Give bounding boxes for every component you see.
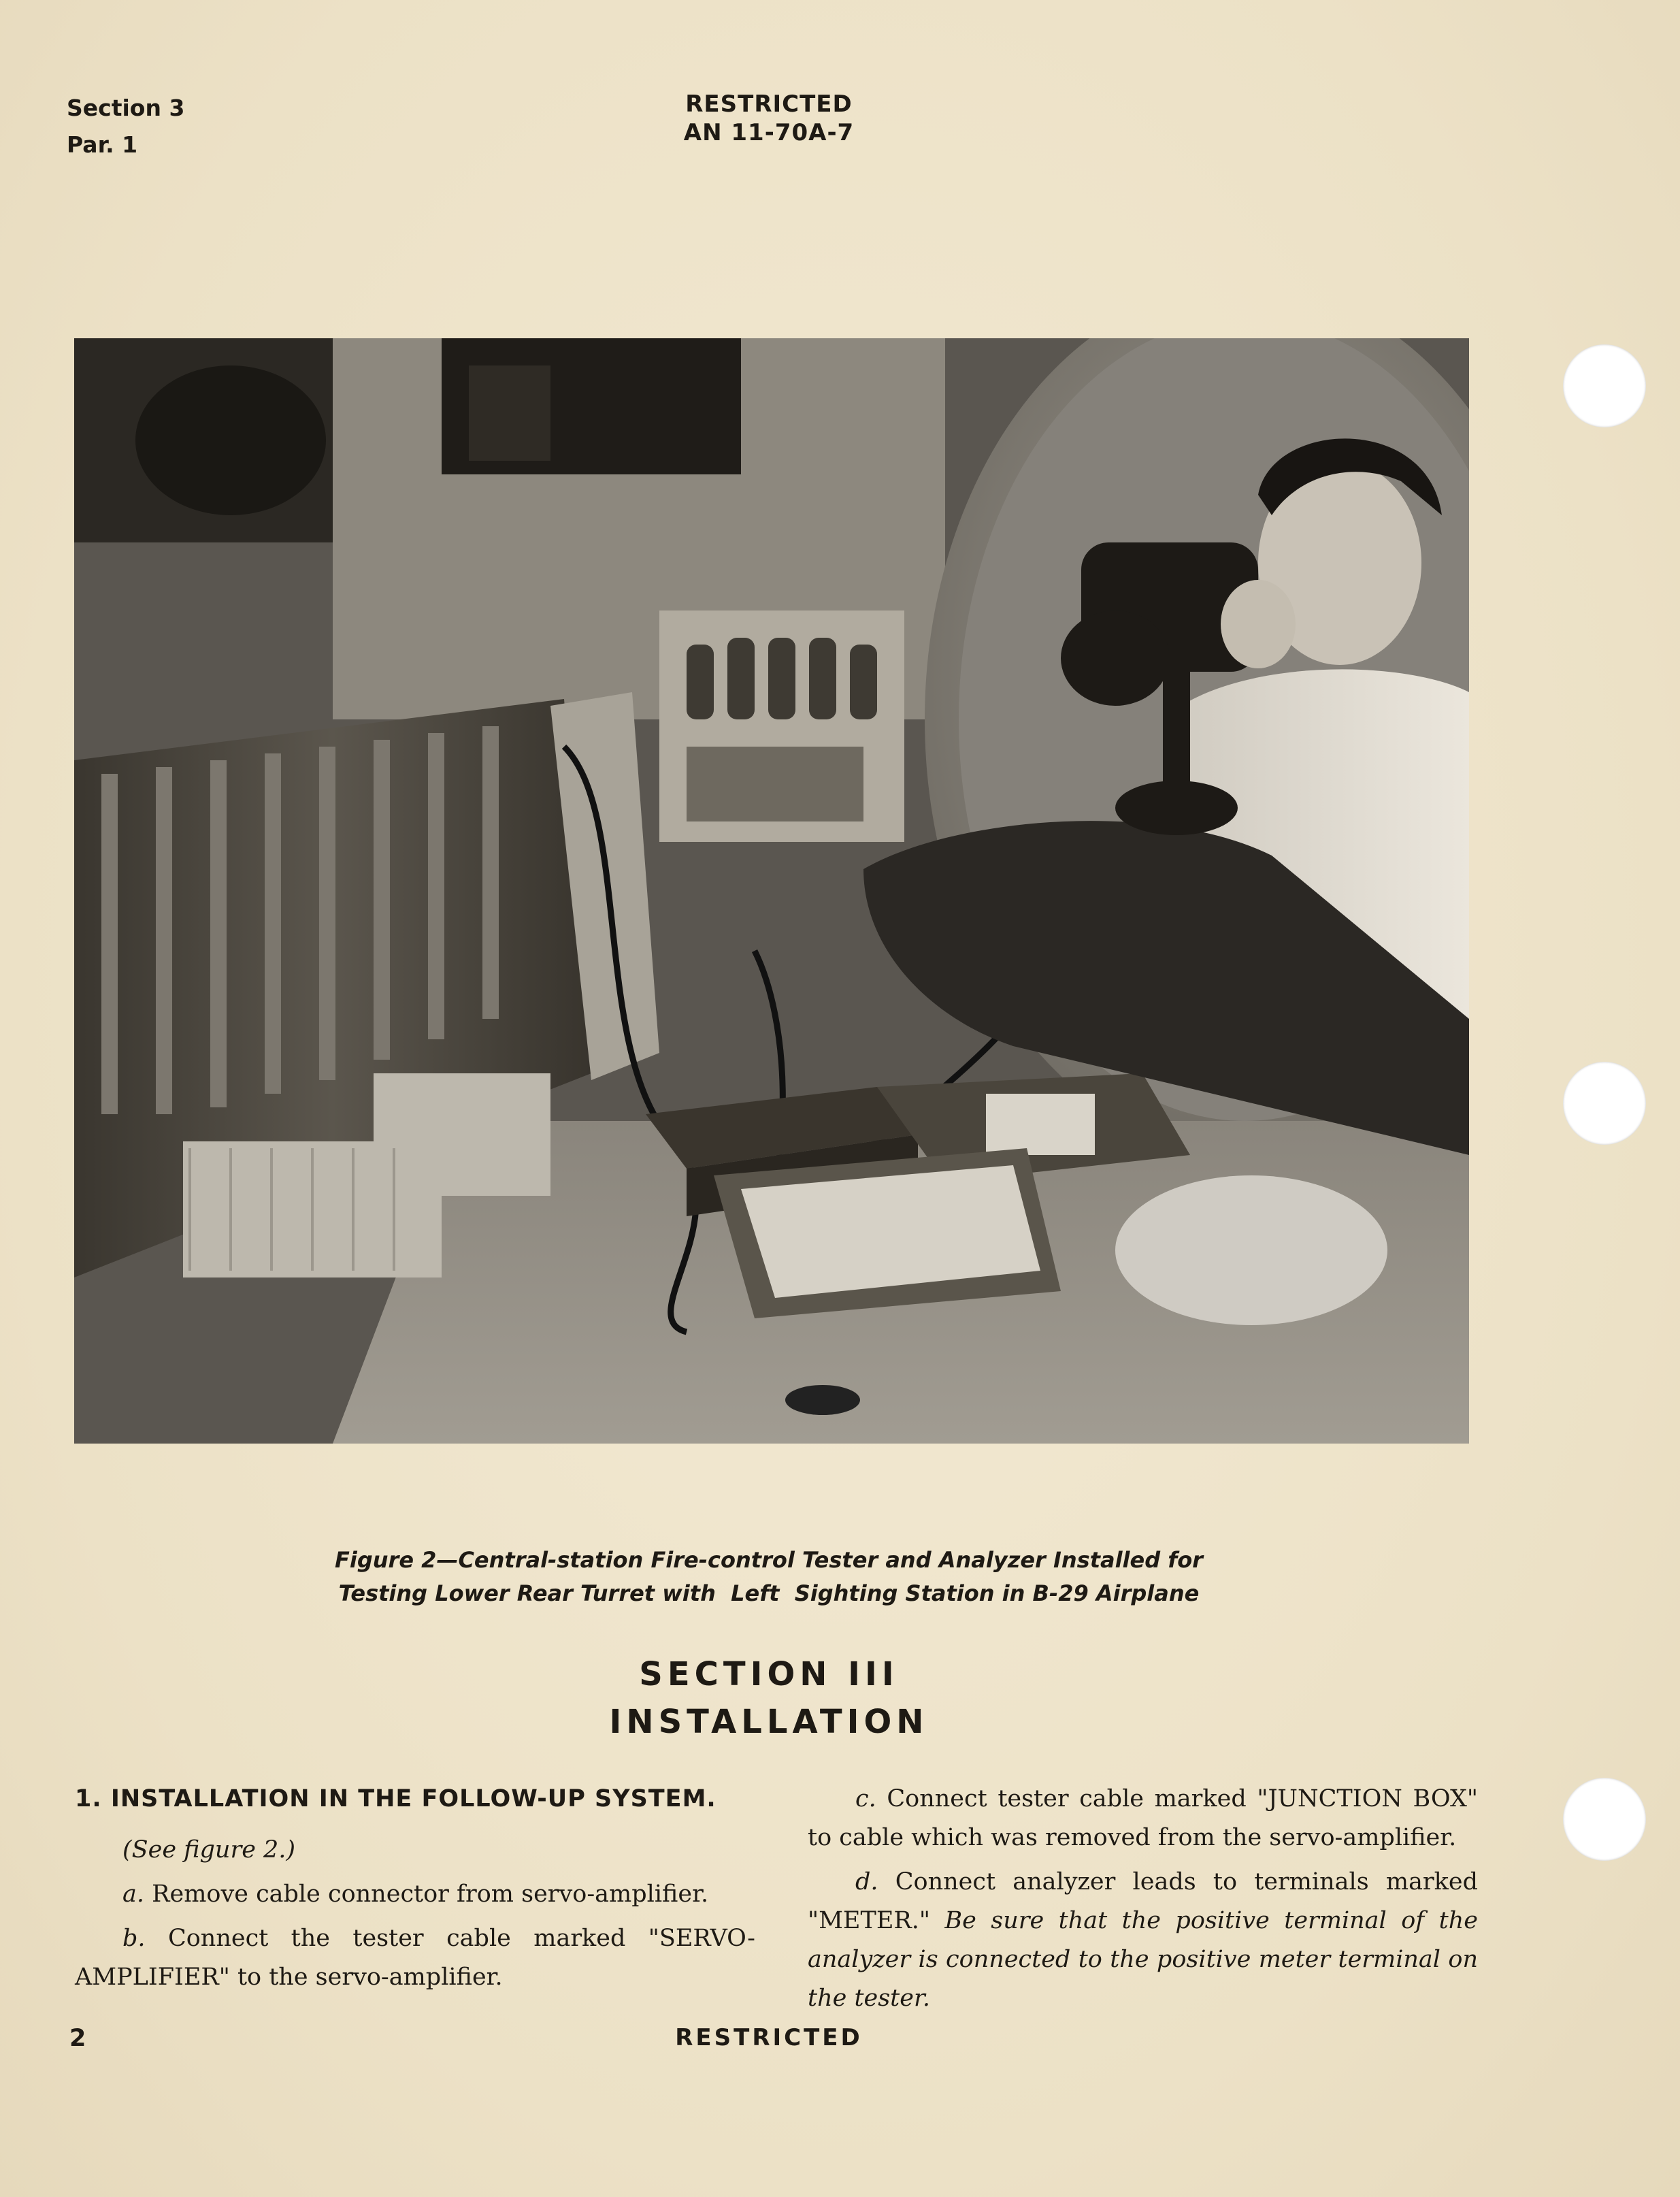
section-number: SECTION III bbox=[639, 1655, 899, 1693]
header-classification: RESTRICTED bbox=[685, 91, 853, 118]
see-figure-reference: (See figure 2.) bbox=[122, 1836, 296, 1864]
step-letter: c. bbox=[855, 1785, 876, 1812]
step-warning: Be sure that the positive terminal of the analyzer is connected to the positive meter terminal on the tester. bbox=[808, 1907, 1478, 2012]
step-b bbox=[75, 1919, 755, 1997]
step-a bbox=[75, 1875, 755, 1914]
step-letter: b. bbox=[122, 1925, 146, 1952]
step-text: Connect tester cable marked "JUNCTION BOX" to cable which was removed from the servo-amplifier. bbox=[808, 1785, 1478, 1851]
step-letter: a. bbox=[122, 1881, 144, 1908]
figure-caption-line-2: Testing Lower Rear Turret with Left Sighting Station in B-29 Airplane bbox=[338, 1580, 1200, 1606]
step-text: Connect analyzer leads to terminals marked "METER." bbox=[808, 1868, 1478, 1934]
step-letter: d. bbox=[855, 1868, 878, 1895]
section-title: INSTALLATION bbox=[609, 1703, 929, 1741]
binder-hole-bottom bbox=[1563, 1778, 1646, 1861]
binder-hole-middle bbox=[1563, 1062, 1646, 1145]
figure-caption-line-1: Figure 2—Central-station Fire-control Tester and Analyzer Installed for bbox=[335, 1547, 1203, 1573]
figure-photograph bbox=[74, 338, 1469, 1444]
step-d bbox=[808, 1863, 1478, 2018]
section-heading bbox=[0, 1650, 1538, 1746]
header-section: Section 3 bbox=[67, 95, 185, 121]
footer-classification: RESTRICTED bbox=[675, 2024, 863, 2051]
step-c bbox=[808, 1780, 1478, 1857]
header-document-number: AN 11-70A-7 bbox=[683, 119, 855, 146]
body-column-left bbox=[75, 1780, 755, 2002]
header-paragraph: Par. 1 bbox=[67, 131, 138, 158]
body-column-right bbox=[808, 1780, 1478, 2023]
paragraph-heading: 1. INSTALLATION IN THE FOLLOW-UP SYSTEM. bbox=[75, 1785, 717, 1812]
step-text: Remove cable connector from servo-amplifier. bbox=[144, 1881, 709, 1908]
page-number: 2 bbox=[69, 2025, 86, 2052]
header-center bbox=[0, 90, 1538, 147]
step-text: Connect the tester cable marked "SERVO-AMPLIFIER" to the servo-amplifier. bbox=[75, 1925, 755, 1991]
figure-caption bbox=[0, 1544, 1538, 1610]
binder-hole-top bbox=[1563, 344, 1646, 427]
